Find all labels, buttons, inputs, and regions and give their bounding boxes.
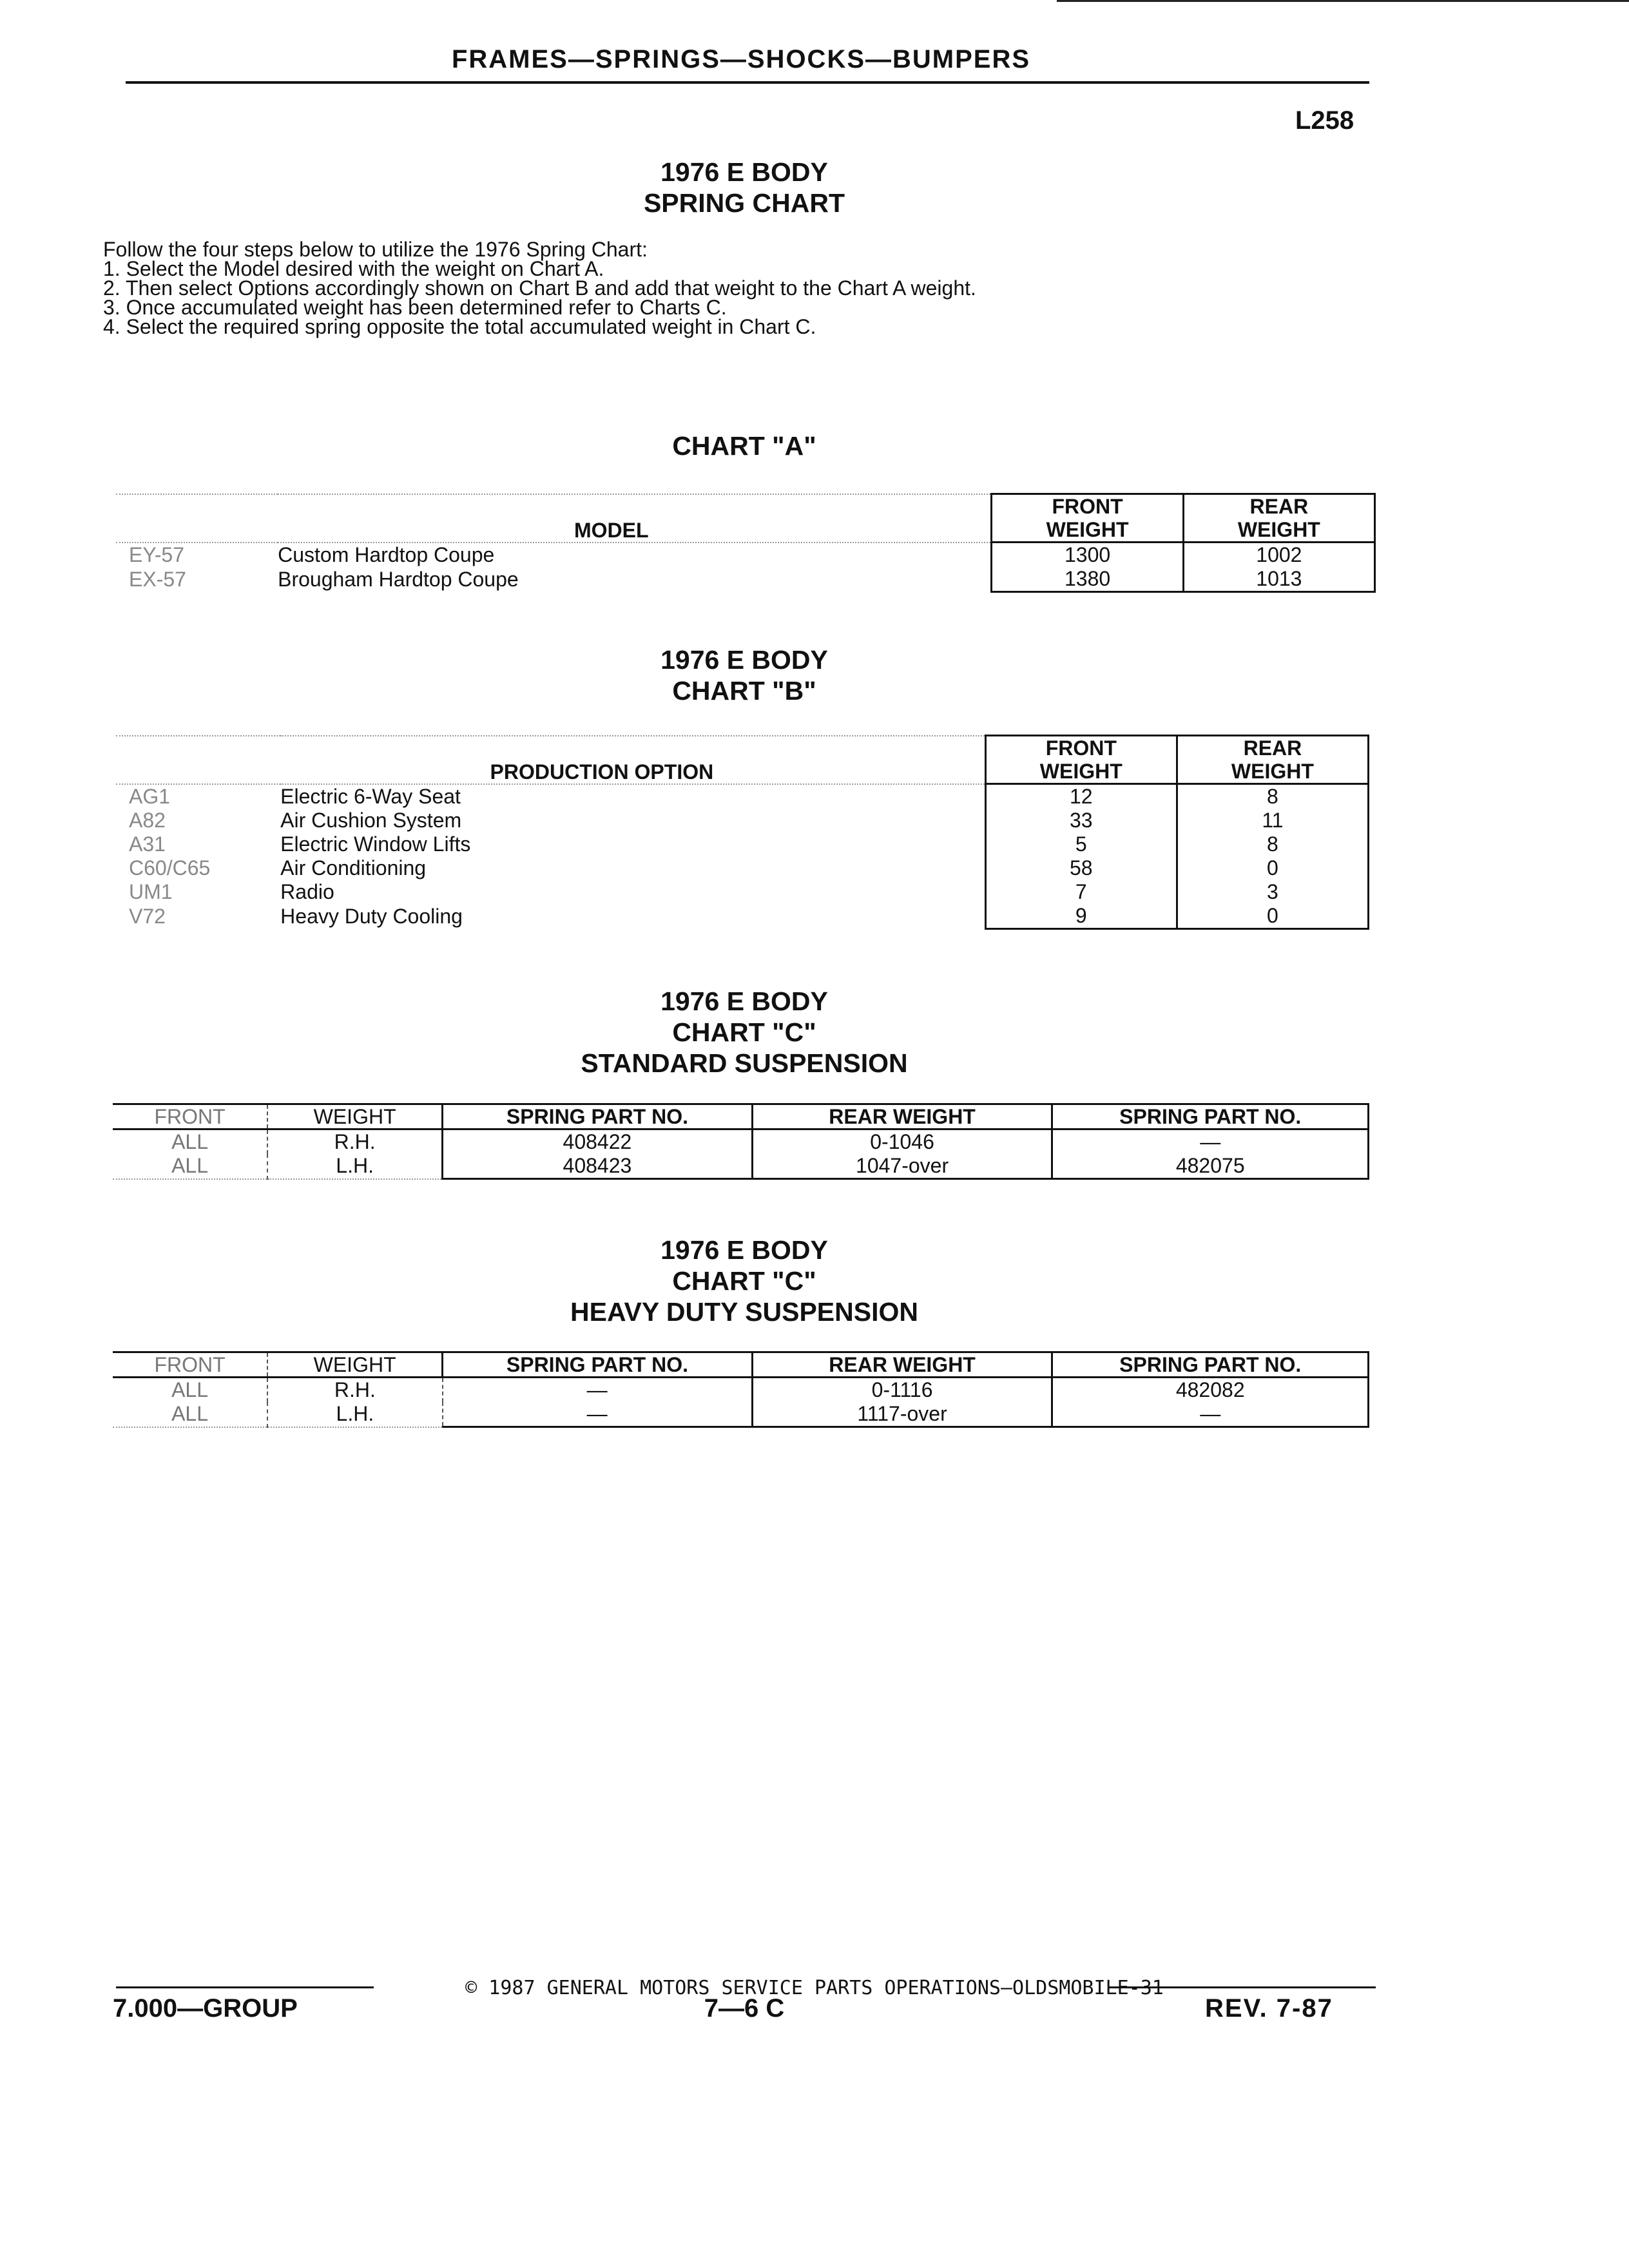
header-line: FRONT — [1045, 736, 1117, 760]
title-line: HEAVY DUTY SUSPENSION — [570, 1297, 918, 1327]
chart-c-heavy-duty-table — [113, 1351, 1369, 1428]
spring-part-no-header: SPRING PART NO. — [443, 1352, 753, 1378]
title-line: 1976 E BODY — [660, 157, 828, 187]
front-header: FRONT — [113, 1104, 267, 1129]
rear-weight: 1047-over — [752, 1154, 1052, 1179]
rear-weight-header: REAR WEIGHT — [752, 1104, 1052, 1129]
option-name: Air Conditioning — [280, 856, 427, 879]
option-name: Radio — [280, 880, 334, 903]
rear-weight: 11 — [1177, 809, 1368, 832]
instruction-line: 1. Select the Model desired with the weight on Chart A. — [103, 257, 604, 280]
rear-spring-part-no: 482082 — [1052, 1378, 1369, 1403]
option-code: UM1 — [129, 880, 173, 903]
front-weight: 58 — [985, 856, 1177, 880]
header-line: FRONT — [1052, 495, 1123, 518]
rear-weight: 0 — [1177, 904, 1368, 929]
option-name: Electric Window Lifts — [280, 832, 471, 856]
rear-weight-header: REAR WEIGHT — [752, 1352, 1052, 1378]
option-name: Heavy Duty Cooling — [280, 904, 463, 928]
chart-c-standard-title — [0, 986, 1489, 1079]
model-code: EY-57 — [116, 543, 278, 568]
instructions — [103, 240, 976, 336]
title-line: 1976 E BODY — [660, 1235, 828, 1265]
instruction-line: 3. Once accumulated weight has been determined refer to Charts C. — [103, 296, 727, 319]
front-cell: ALL — [113, 1402, 267, 1427]
front-cell: ALL — [171, 1130, 209, 1153]
chart-c-heavy-duty-title — [0, 1235, 1489, 1327]
title-line: CHART "C" — [672, 1266, 816, 1296]
title-line: STANDARD SUSPENSION — [581, 1048, 908, 1078]
front-weight: 5 — [985, 832, 1177, 856]
spring-part-no-header: SPRING PART NO. — [443, 1104, 753, 1129]
instruction-line: Follow the four steps below to utilize the 1976 Spring Chart: — [103, 238, 648, 261]
option-code: C60/C65 — [129, 856, 211, 879]
group-number: 7.000—GROUP — [113, 1994, 298, 2023]
front-weight: 1300 — [992, 543, 1183, 568]
option-code: V72 — [129, 904, 166, 928]
spring-part-no-header: SPRING PART NO. — [1052, 1104, 1369, 1129]
header-line: WEIGHT — [1231, 760, 1314, 783]
weight-cell: R.H. — [267, 1129, 443, 1155]
front-cell: ALL — [113, 1154, 267, 1179]
model-header: MODEL — [116, 494, 992, 543]
spring-part-no: — — [443, 1378, 753, 1403]
rear-weight: 0 — [1177, 856, 1368, 880]
option-code: AG1 — [116, 784, 280, 809]
title-line: CHART "C" — [672, 1017, 816, 1047]
revision: REV. 7-87 — [1205, 1994, 1333, 2023]
model-name: Custom Hardtop Coupe — [278, 543, 992, 568]
rear-weight: 3 — [1177, 880, 1368, 904]
front-weight: 12 — [985, 784, 1177, 809]
option-name: Electric 6-Way Seat — [280, 784, 985, 809]
copyright: © 1987 GENERAL MOTORS SERVICE PARTS OPERATIONS—OLDSMOBILE-31 — [465, 1977, 1164, 1999]
chart-c-standard-table — [113, 1103, 1369, 1180]
model-code: EX-57 — [129, 567, 186, 591]
header-line: REAR — [1249, 495, 1309, 518]
front-header: FRONT — [113, 1352, 267, 1378]
rear-weight: 0-1116 — [752, 1378, 1052, 1403]
title-line: CHART "B" — [672, 676, 816, 706]
header-line: WEIGHT — [1046, 518, 1129, 541]
header-line: REAR — [1243, 736, 1302, 760]
title-line: SPRING CHART — [643, 188, 845, 218]
rear-spring-part-no: — — [1052, 1402, 1369, 1427]
page-code: L258 — [1295, 106, 1354, 135]
rear-weight: 8 — [1177, 784, 1368, 809]
section-title: FRAMES—SPRINGS—SHOCKS—BUMPERS — [451, 45, 1031, 73]
chart-a-title: CHART "A" — [672, 431, 816, 461]
weight-cell: L.H. — [267, 1402, 443, 1427]
weight-cell: R.H. — [267, 1378, 443, 1403]
top-rule — [1057, 0, 1629, 2]
front-weight: 9 — [985, 904, 1177, 929]
model-name: Brougham Hardtop Coupe — [278, 567, 519, 591]
front-weight-header — [992, 494, 1183, 543]
rear-spring-part-no: 482075 — [1052, 1154, 1369, 1179]
spring-chart-title — [0, 157, 1489, 218]
production-option-header: PRODUCTION OPTION — [116, 736, 985, 784]
rear-weight-header — [1183, 494, 1374, 543]
spring-part-no-header: SPRING PART NO. — [1052, 1352, 1369, 1378]
front-weight: 33 — [985, 809, 1177, 832]
header-rule — [126, 81, 1369, 84]
front-weight-header — [985, 736, 1177, 784]
rear-spring-part-no: — — [1052, 1129, 1369, 1155]
option-code: A31 — [129, 832, 166, 856]
title-line: 1976 E BODY — [660, 645, 828, 675]
front-weight: 1380 — [992, 567, 1183, 592]
title-line: 1976 E BODY — [660, 986, 828, 1016]
rear-weight: 0-1046 — [752, 1129, 1052, 1155]
instruction-line: 2. Then select Options accordingly shown on Chart B and add that weight to the Chart A weight. — [103, 276, 976, 300]
weight-header: WEIGHT — [267, 1352, 443, 1378]
rear-weight: 1002 — [1183, 543, 1374, 568]
rear-weight: 1013 — [1183, 567, 1374, 592]
spring-part-no: 408423 — [443, 1154, 753, 1179]
spring-part-no: — — [443, 1402, 753, 1427]
option-name: Air Cushion System — [280, 809, 462, 832]
front-weight: 7 — [985, 880, 1177, 904]
chart-a-table — [116, 493, 1376, 593]
rear-weight: 1117-over — [752, 1402, 1052, 1427]
front-cell: ALL — [171, 1378, 209, 1401]
spring-part-no: 408422 — [443, 1129, 753, 1155]
weight-cell: L.H. — [267, 1154, 443, 1179]
chart-b-title — [0, 644, 1489, 706]
rear-weight-header — [1177, 736, 1368, 784]
instruction-line: 4. Select the required spring opposite the total accumulated weight in Chart C. — [103, 315, 816, 338]
rear-weight: 8 — [1177, 832, 1368, 856]
chart-b-table — [116, 735, 1369, 930]
weight-header: WEIGHT — [267, 1104, 443, 1129]
option-code: A82 — [129, 809, 166, 832]
page-number: 7—6 C — [704, 1994, 785, 2023]
header-line: WEIGHT — [1237, 518, 1320, 541]
header-line: WEIGHT — [1039, 760, 1123, 783]
